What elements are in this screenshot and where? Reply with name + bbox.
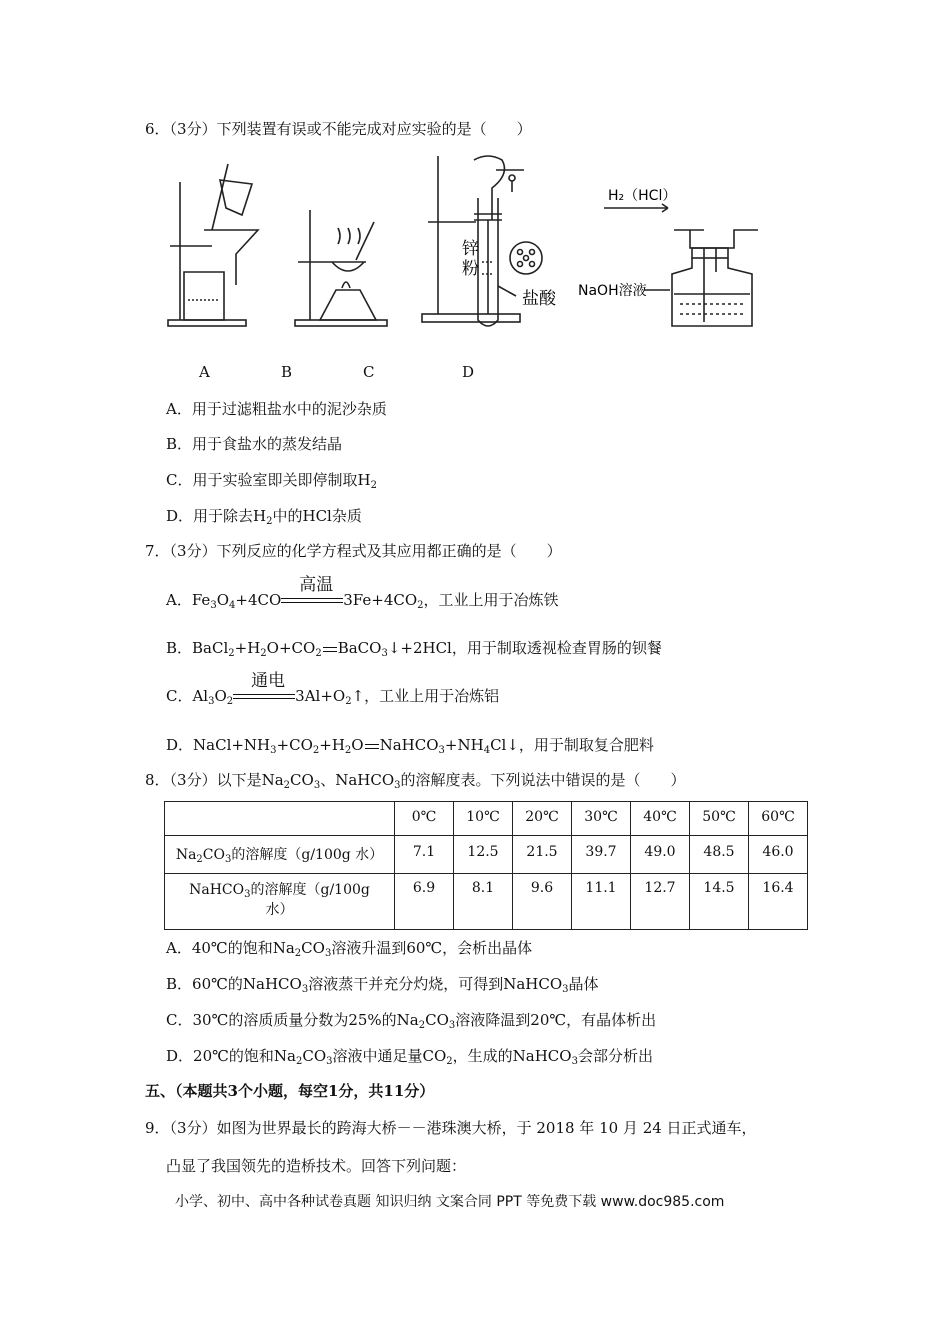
- q8-option-b: B．60℃的NaHCO$_3$溶液蒸干并充分灼烧，可得到NaHCO$_3$晶体: [166, 975, 599, 995]
- q8-option-c: C．30℃的溶质质量分数为25%的$Na_2CO_3$溶液降温到20℃，有晶体析出: [166, 1011, 657, 1031]
- q6-option-c: C．用于实验室即关即停制取$H_2$: [166, 471, 377, 491]
- table-cell: 48.5: [690, 836, 749, 874]
- table-cell: 7.1: [395, 836, 454, 874]
- fig-label-c: C: [363, 363, 375, 381]
- table-cell: 14.5: [690, 874, 749, 930]
- q8-option-a: A．40℃的饱和$Na_2CO_3$溶液升温到60℃，会析出晶体: [166, 939, 533, 959]
- fig-label-b: B: [281, 363, 293, 381]
- q6-option-b: B．用于食盐水的蒸发结晶: [166, 435, 343, 453]
- table-cell: 11.1: [572, 874, 631, 930]
- q7-option-c: C．$Al_3O_2$ 通电 $3Al+O_2↑$，工业上用于冶炼铝: [166, 685, 499, 706]
- q6-option-a: A．用于过滤粗盐水中的泥沙杂质: [166, 400, 387, 418]
- q7-option-d: D．$NaCl+NH_3+CO_2+H_2O$ $NaHCO_3+NH_4Cl↓$，用于制取复合肥料: [166, 736, 654, 756]
- apparatus-a-filtration: [168, 164, 258, 326]
- table-cell: 46.0: [749, 836, 808, 874]
- temp-header: 10℃: [454, 802, 513, 836]
- q8-option-d: D．20℃的饱和$Na_2CO_3$溶液中通足量$CO_2$，生成的NaHCO$_3$会部分析出: [166, 1047, 653, 1067]
- q6-apparatus-figure: [160, 150, 820, 335]
- hcl-acid-label: 盐酸: [522, 289, 556, 309]
- apparatus-b-evaporation: [295, 210, 387, 326]
- apparatus-d-wash-bottle: [604, 204, 758, 326]
- q9-stem-line1: 9．（3分）如图为世界最长的跨海大桥－－港珠澳大桥，于 2018 年 10 月 24 日正式通车，: [145, 1119, 757, 1137]
- table-cell: 49.0: [631, 836, 690, 874]
- temp-header: 30℃: [572, 802, 631, 836]
- q7-option-b: B．$BaCl_2+H_2O+CO_2$ BaCO$_3$↓+2HCl，用于制取透视检查胃肠的钡餐: [166, 639, 662, 659]
- table-cell: 9.6: [513, 874, 572, 930]
- zinc-label-1: 锌: [462, 239, 479, 259]
- temp-header: 60℃: [749, 802, 808, 836]
- table-cell: 6.9: [395, 874, 454, 930]
- naoh-label: NaOH溶液: [578, 283, 647, 299]
- temp-header: 40℃: [631, 802, 690, 836]
- q8-stem: 8．（3分）以下是$Na_2CO_3$、NaHCO$_3$的溶解度表。下列说法中错误的是（ ）: [145, 771, 686, 791]
- fig-label-a: A: [199, 363, 210, 381]
- row-label-nahco3: NaHCO$_3$的溶解度（g/100g 水）: [165, 874, 395, 930]
- q7-option-a: A．$Fe_3O_4+4CO$ 高温 $3Fe+4CO_2$，工业上用于冶炼铁: [166, 589, 559, 610]
- table-cell: 21.5: [513, 836, 572, 874]
- q7-stem: 7．（3分）下列反应的化学方程式及其应用都正确的是（ ）: [145, 542, 562, 560]
- table-cell: 8.1: [454, 874, 513, 930]
- section-heading: 五、（本题共3个小题，每空1分，共11分）: [145, 1082, 435, 1100]
- row-label-na2co3: $Na_2CO_3$的溶解度（g/100g 水）: [165, 836, 395, 874]
- table-row: [165, 874, 808, 930]
- zinc-label-2: 粉: [462, 259, 479, 279]
- temp-header: 50℃: [690, 802, 749, 836]
- q6-option-d: D．用于除去$H_2$中的HCl杂质: [166, 507, 362, 527]
- gas-in-label: H₂（HCl）: [608, 188, 677, 204]
- q9-stem-line2: 凸显了我国领先的造桥技术。回答下列问题：: [166, 1157, 467, 1175]
- temp-header: 20℃: [513, 802, 572, 836]
- solubility-table: [164, 801, 808, 930]
- page-footer: 小学、初中、高中各种试卷真题 知识归纳 文案合同 PPT 等免费下载 www.doc985.com: [175, 1194, 725, 1210]
- table-row: [165, 836, 808, 874]
- q6-stem: 6．（3分）下列装置有误或不能完成对应实验的是（ ）: [145, 120, 532, 138]
- condition-high-temp: 高温: [299, 575, 334, 595]
- fig-label-d: D: [462, 363, 475, 381]
- table-cell: 16.4: [749, 874, 808, 930]
- temp-header: 0℃: [395, 802, 454, 836]
- condition-electrolysis: 通电: [251, 671, 286, 691]
- table-cell: 12.5: [454, 836, 513, 874]
- table-cell: 39.7: [572, 836, 631, 874]
- table-cell: 12.7: [631, 874, 690, 930]
